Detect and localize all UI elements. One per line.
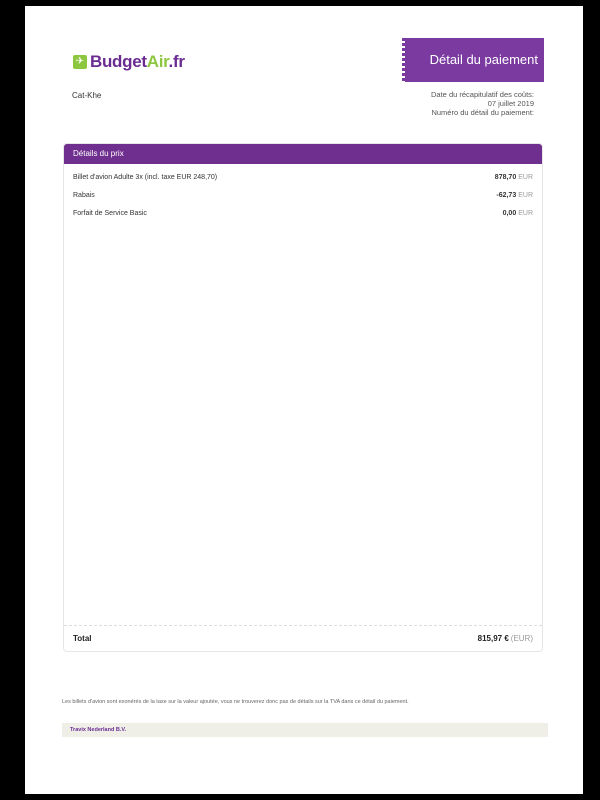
total-label: Total xyxy=(73,634,92,643)
price-row-currency: EUR xyxy=(518,192,533,199)
total-row xyxy=(64,630,542,648)
company-name: Travix Nederland B.V. xyxy=(70,727,127,733)
vat-footnote: Les billets d'avion sont exonérés de la taxe sur la valeur ajoutée, vous ne trouverez donc pas de détails sur la TVA dans ce détail du paiement. xyxy=(62,699,409,705)
document-title-banner: Détail du paiement xyxy=(405,38,544,82)
total-currency: (EUR) xyxy=(510,634,533,643)
price-row-label: Rabais xyxy=(73,192,95,199)
total-value xyxy=(478,630,533,648)
date-value: 07 juillet 2019 xyxy=(487,99,534,108)
price-row-value xyxy=(495,169,533,187)
budgetair-logo xyxy=(73,52,185,72)
price-details-heading: Détails du prix xyxy=(64,144,542,164)
total-divider xyxy=(64,625,542,626)
price-row-amount: -62,73 xyxy=(496,192,517,199)
price-row xyxy=(64,205,542,223)
price-row-label: Billet d'avion Adulte 3x (incl. taxe EUR 248,70) xyxy=(73,174,218,181)
plane-icon: ✈ xyxy=(73,55,87,69)
price-row-amount: 878,70 xyxy=(494,174,517,181)
logo-air-text: Air xyxy=(146,52,169,71)
invoice-page xyxy=(25,6,583,794)
price-details-panel xyxy=(63,143,543,652)
customer-name: Cat-Khe xyxy=(72,91,102,100)
company-footer-bar xyxy=(62,723,548,737)
payment-number-label: Numéro du détail du paiement: xyxy=(431,108,534,117)
logo-tld-text: .fr xyxy=(168,52,185,71)
date-label: Date du récapitulatif des coûts: xyxy=(431,90,534,99)
price-row-currency: EUR xyxy=(518,174,533,181)
price-row-label: Forfait de Service Basic xyxy=(73,210,147,217)
price-rows xyxy=(64,164,542,223)
price-row xyxy=(64,187,542,205)
price-row-value xyxy=(503,205,533,223)
price-row xyxy=(64,169,542,187)
logo-wordmark xyxy=(90,52,185,72)
total-amount: 815,97 € xyxy=(477,634,509,643)
logo-budget-text: Budget xyxy=(90,52,147,71)
document-meta xyxy=(431,90,534,117)
price-row-value xyxy=(496,187,533,205)
price-row-amount: 0,00 xyxy=(502,210,517,217)
price-row-currency: EUR xyxy=(518,210,533,217)
